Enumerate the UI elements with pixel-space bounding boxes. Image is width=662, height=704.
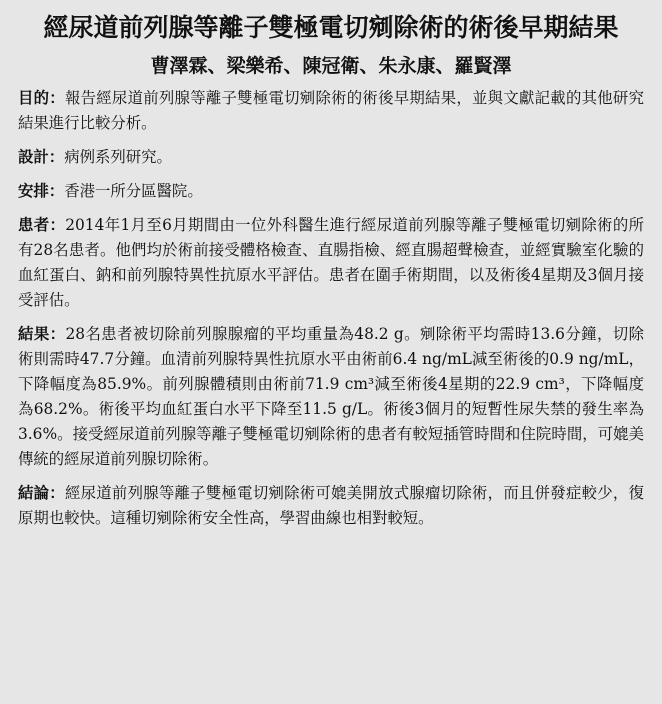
section-label: 患者： xyxy=(18,216,66,234)
section-text: 報告經尿道前列腺等離子雙極電切剜除術的術後早期結果，並與文獻記載的其他研究結果進行比較分析。 xyxy=(18,89,644,132)
section-patients xyxy=(18,213,644,313)
section-label: 結果： xyxy=(18,325,66,343)
author-list: 曹澤霖、梁樂希、陳冠衛、朱永康、羅賢澤 xyxy=(150,55,512,77)
section-results xyxy=(18,322,644,472)
section-label: 設計： xyxy=(18,148,65,166)
section-label: 結論： xyxy=(18,484,65,502)
section-text: 病例系列研究。 xyxy=(64,148,172,166)
section-conclusion xyxy=(18,481,644,531)
section-label: 安排： xyxy=(18,182,65,200)
section-text: 2014年1月至6月期間由一位外科醫生進行經尿道前列腺等離子雙極電切剜除術的所有28名患者。他們均於術前接受體格檢查、直腸指檢、經直腸超聲檢查，並經實驗室化驗的血紅蛋白、鈉和前列腺特異性抗原水平評估。患者在圍手術期間，以及術後4星期及3個月接受評估。 xyxy=(18,216,644,309)
section-objective xyxy=(18,86,644,136)
section-setting xyxy=(18,179,644,204)
section-text: 經尿道前列腺等離子雙極電切剜除術可媲美開放式腺瘤切除術，而且併發症較少，復原期也較快。這種切剜除術安全性高，學習曲線也相對較短。 xyxy=(18,484,644,527)
section-label: 目的： xyxy=(18,89,65,107)
section-design xyxy=(18,145,644,170)
paper-title: 經尿道前列腺等離子雙極電切剜除術的術後早期結果 xyxy=(43,13,619,42)
section-text: 28名患者被切除前列腺腺瘤的平均重量為48.2 g。剜除術平均需時13.6分鐘，切除術則需時47.7分鐘。血清前列腺特異性抗原水平由術前6.4 ng/mL減至術後的0.9 ng/mL，下降幅度為85.9%。前列腺體積則由術前71.9 cm³減至術後4星期的22.9 cm³，下降幅度為68.2%。術後平均血紅蛋白水平下降至11.5 g/L。術後3個月的短暫性尿失禁的發生率為3.6%。接受經尿道前列腺等離子雙極電切剜除術的患者有較短插管時間和住院時間，可媲美傳統的經尿道前列腺切除術。 xyxy=(18,325,644,468)
section-text: 香港一所分區醫院。 xyxy=(64,182,203,200)
